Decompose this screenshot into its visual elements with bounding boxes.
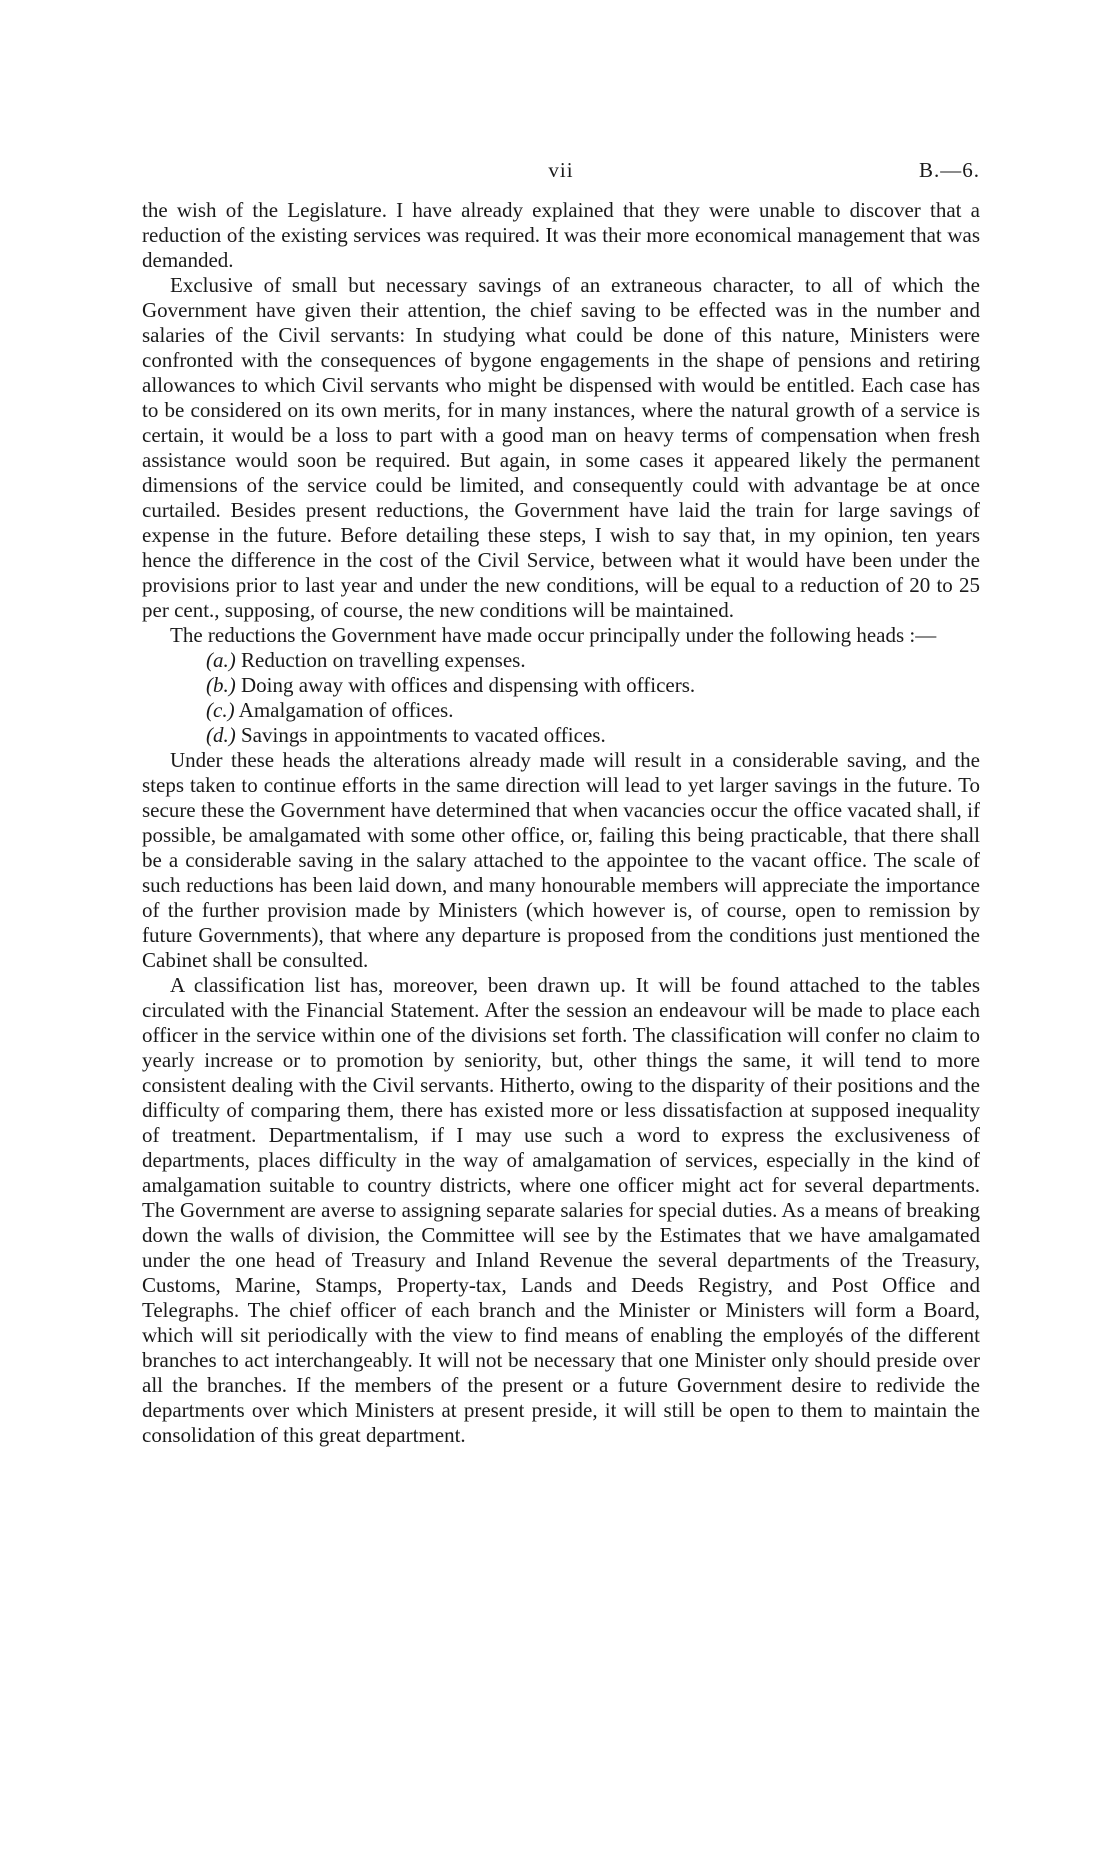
list-item-text: Doing away with offices and dispensing with officers. — [241, 673, 696, 697]
document-reference: B.—6. — [918, 158, 980, 182]
paragraph: Exclusive of small but necessary savings of an extraneous character, to all of which the Government have given their attention, the chief saving to be effected was in the number and salaries of the Civil servants: In studying what could be done of this nature, Ministers were confronted with the consequences of bygone engagements in the shape of pensions and retiring allowances to which Civil servants who might be dispensed with would be entitled. Each case has to be considered on its own merits, for in many instances, where the natural growth of a service is certain, it would be a loss to part with a good man on heavy terms of compensation when fresh assistance would soon be required. But again, in some cases it appeared likely the permanent dimensions of the service could be limited, and consequently could with advantage be at once curtailed. Besides present reductions, the Government have laid the train for large savings of expense in the future. Before detailing these steps, I wish to say that, in my opinion, ten years hence the difference in the cost of the Civil Service, between what it would have been under the provisions prior to last year and under the new conditions, will be equal to a reduction of 20 to 25 per cent., supposing, of course, the new conditions will be maintained. — [142, 273, 980, 622]
list-item-text: Amalgamation of offices. — [238, 698, 454, 722]
list-item — [142, 723, 980, 748]
paragraph: The reductions the Government have made occur principally under the following heads :— — [170, 623, 937, 647]
list-marker: (b.) — [206, 673, 236, 697]
list-item-text: Savings in appointments to vacated offices. — [241, 723, 606, 747]
list-item — [142, 673, 980, 698]
body-text — [142, 198, 980, 1448]
document-page — [142, 158, 980, 1448]
paragraph: the wish of the Legislature. I have already explained that they were unable to discover that a reduction of the existing services was required. It was their more economical management that was demanded. — [142, 198, 980, 272]
page-header — [142, 158, 980, 186]
list-item — [142, 698, 980, 723]
list-marker: (a.) — [206, 648, 236, 672]
page-number: vii — [548, 158, 574, 182]
heads-list — [142, 648, 980, 748]
list-marker: (d.) — [206, 723, 236, 747]
paragraph: A classification list has, moreover, been drawn up. It will be found attached to the tables circulated with the Financial Statement. After the session an endeavour will be made to place each officer in the service within one of the divisions set forth. The classification will confer no claim to yearly increase or to promotion by seniority, but, other things the same, it will tend to more consistent dealing with the Civil servants. Hitherto, owing to the disparity of their positions and the difficulty of comparing them, there has existed more or less dissatisfaction at supposed inequality of treatment. Departmentalism, if I may use such a word to express the exclusiveness of departments, places difficulty in the way of amalgamation of services, especially in the kind of amalgamation suitable to country districts, where one officer might act for several departments. The Government are averse to assigning separate salaries for special duties. As a means of breaking down the walls of division, the Committee will see by the Estimates that we have amalgamated under the one head of Treasury and Inland Revenue the several departments of the Treasury, Customs, Marine, Stamps, Property-tax, Lands and Deeds Registry, and Post Office and Telegraphs. The chief officer of each branch and the Minister or Ministers will form a Board, which will sit periodically with the view to find means of enabling the employés of the different branches to act interchangeably. It will not be necessary that one Minister only should preside over all the branches. If the members of the present or a future Government desire to redivide the departments over which Ministers at present preside, it will still be open to them to maintain the consolidation of this great department. — [142, 973, 980, 1447]
list-item — [142, 648, 980, 673]
list-item-text: Reduction on travelling expenses. — [241, 648, 526, 672]
list-marker: (c.) — [206, 698, 235, 722]
paragraph: Under these heads the alterations already made will result in a considerable saving, and the steps taken to continue efforts in the same direction will lead to yet larger savings in the future. To secure these the Government have determined that when vacancies occur the office vacated shall, if possible, be amalgamated with some other office, or, failing this being practicable, that there shall be a considerable saving in the salary attached to the appointee to the vacant office. The scale of such reductions has been laid down, and many honourable members will appreciate the importance of the further provision made by Ministers (which however is, of course, open to remission by future Governments), that where any departure is proposed from the conditions just mentioned the Cabinet shall be consulted. — [142, 748, 980, 972]
